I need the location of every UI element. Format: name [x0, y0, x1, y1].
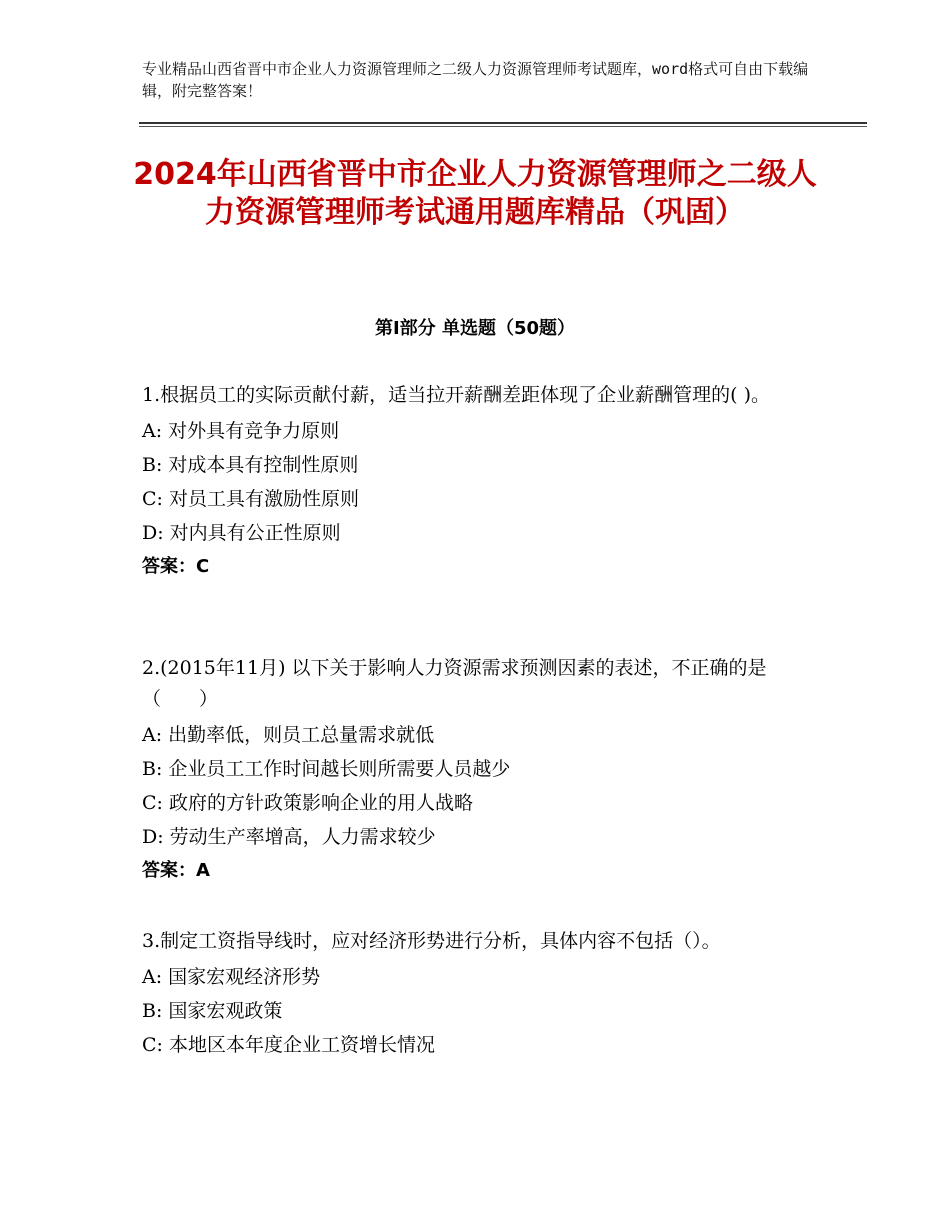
question-2 — [142, 653, 802, 888]
option-b: B: 国家宏观政策 — [142, 1000, 283, 1022]
option-d: D: 劳动生产率增高，人力需求较少 — [142, 826, 436, 848]
answer: 答案：C — [142, 556, 210, 577]
question-stem: 2.(2015年11月) 以下关于影响人力资源需求预测因素的表述，不正确的是 （ ） — [142, 657, 767, 710]
option-c: C: 本地区本年度企业工资增长情况 — [142, 1034, 435, 1056]
header-divider-thin — [139, 126, 867, 127]
header-note: 专业精品山西省晋中市企业人力资源管理师之二级人力资源管理师考试题库，word格式可自由下载编辑，附完整答案！ — [142, 60, 809, 100]
option-b: B: 对成本具有控制性原则 — [142, 454, 359, 476]
option-c: C: 政府的方针政策影响企业的用人战略 — [142, 792, 473, 814]
option-b: B: 企业员工工作时间越长则所需要人员越少 — [142, 758, 511, 780]
question-stem: 1.根据员工的实际贡献付薪，适当拉开薪酬差距体现了企业薪酬管理的( )。 — [142, 384, 770, 406]
option-a: A: 出勤率低，则员工总量需求就低 — [142, 724, 435, 746]
question-1 — [142, 380, 802, 584]
header-divider-thick — [139, 122, 867, 124]
document-title: 2024年山西省晋中市企业人力资源管理师之二级人力资源管理师考试通用题库精品（巩固） — [133, 157, 817, 230]
question-3 — [142, 926, 802, 1062]
option-c: C: 对员工具有激励性原则 — [142, 488, 359, 510]
option-a: A: 国家宏观经济形势 — [142, 966, 321, 988]
answer: 答案：A — [142, 860, 210, 881]
option-d: D: 对内具有公正性原则 — [142, 522, 341, 544]
option-a: A: 对外具有竞争力原则 — [142, 420, 340, 442]
section-heading: 第Ⅰ部分 单选题（50题） — [374, 318, 575, 339]
question-stem: 3.制定工资指导线时，应对经济形势进行分析，具体内容不包括（）。 — [142, 930, 721, 952]
